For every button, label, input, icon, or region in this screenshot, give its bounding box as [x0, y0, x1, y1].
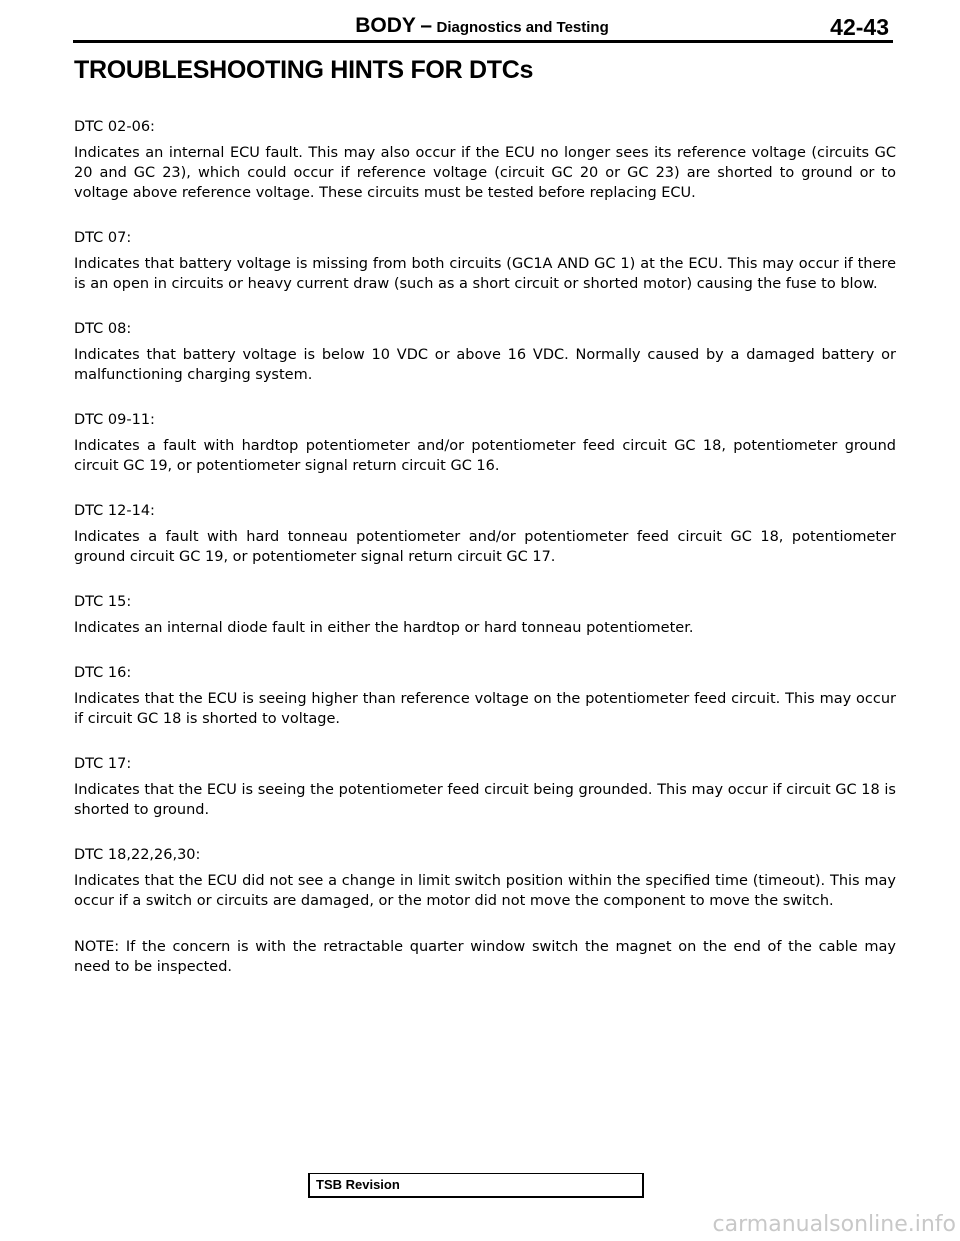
dtc-code: DTC 07:	[74, 230, 132, 246]
header-section: BODY	[355, 14, 416, 37]
header-subsection: Diagnostics and Testing	[436, 19, 609, 36]
dtc-entry	[74, 755, 896, 820]
page-title: TROUBLESHOOTING HINTS FOR DTCs	[74, 56, 534, 84]
dtc-entry	[74, 664, 896, 729]
dtc-entry	[74, 411, 896, 476]
page-number: 42-43	[830, 14, 889, 40]
dtc-code: DTC 15:	[74, 594, 132, 610]
dtc-entry	[74, 846, 896, 911]
dtc-entry	[74, 502, 896, 567]
dtc-description: Indicates a fault with hardtop potentiometer and/or potentiometer feed circuit GC 18, potentiometer ground circuit GC 19, or potentiometer signal return circuit GC 16.	[74, 438, 896, 474]
tsb-revision-box	[308, 1173, 644, 1198]
dtc-entry	[74, 593, 896, 638]
dtc-list	[74, 118, 896, 977]
dtc-code: DTC 02-06:	[74, 119, 155, 135]
watermark: carmanualsonline.info	[712, 1212, 956, 1237]
dtc-code: DTC 17:	[74, 756, 132, 772]
tsb-revision-label: TSB Revision	[316, 1177, 400, 1192]
dtc-description: Indicates that the ECU is seeing higher than reference voltage on the potentiometer feed circuit. This may occur if circuit GC 18 is shorted to voltage.	[74, 691, 896, 727]
header-rule	[73, 40, 893, 43]
header-separator: –	[420, 14, 433, 37]
dtc-code: DTC 18,22,26,30:	[74, 847, 201, 863]
dtc-entry	[74, 229, 896, 294]
dtc-description: Indicates that the ECU did not see a change in limit switch position within the specified time (timeout). This may occur if a switch or circuits are damaged, or the motor did not move the component to move the switch.	[74, 873, 896, 909]
dtc-description: Indicates that the ECU is seeing the potentiometer feed circuit being grounded. This may occur if circuit GC 18 is shorted to ground.	[74, 782, 896, 818]
dtc-code: DTC 12-14:	[74, 503, 155, 519]
dtc-description: Indicates an internal diode fault in either the hardtop or hard tonneau potentiometer.	[74, 620, 694, 636]
dtc-description: Indicates that battery voltage is missing from both circuits (GC1A AND GC 1) at the ECU. This may occur if there is an open in circuits or heavy current draw (such as a short circuit or shorted motor) causing the fuse to blow.	[74, 256, 896, 292]
page-header	[73, 14, 891, 42]
dtc-description: Indicates that battery voltage is below 10 VDC or above 16 VDC. Normally caused by a damaged battery or malfunctioning charging system.	[74, 347, 896, 383]
dtc-code: DTC 08:	[74, 321, 132, 337]
dtc-code: DTC 16:	[74, 665, 132, 681]
dtc-code: DTC 09-11:	[74, 412, 155, 428]
header-title	[73, 14, 891, 38]
dtc-entry	[74, 118, 896, 203]
dtc-entry	[74, 320, 896, 385]
note-text: NOTE: If the concern is with the retractable quarter window switch the magnet on the end of the cable may need to be inspected.	[74, 939, 896, 975]
dtc-description: Indicates a fault with hard tonneau potentiometer and/or potentiometer feed circuit GC 18, potentiometer ground circuit GC 19, or potentiometer signal return circuit GC 17.	[74, 529, 896, 565]
dtc-description: Indicates an internal ECU fault. This may also occur if the ECU no longer sees its reference voltage (circuits GC 20 and GC 23), which could occur if reference voltage (circuit GC 20 or GC 23) are shorted to ground or to voltage above reference voltage. These circuits must be tested before replacing ECU.	[74, 145, 896, 201]
